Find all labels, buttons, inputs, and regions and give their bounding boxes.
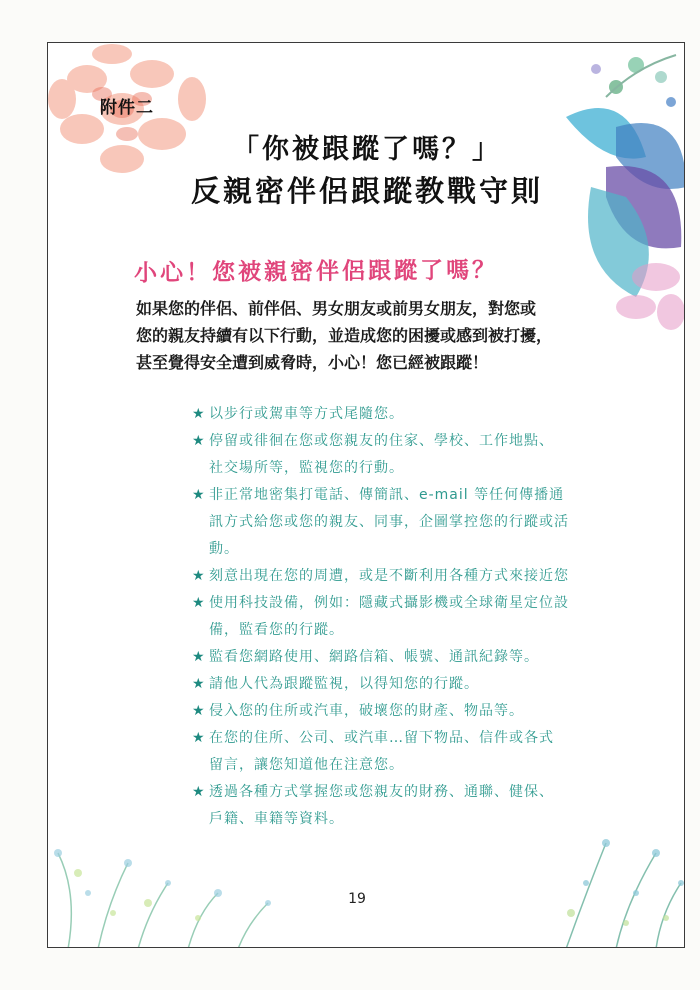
star-icon: ★ bbox=[192, 406, 206, 422]
list-item-text: 戶籍、車籍等資料。 bbox=[209, 811, 344, 827]
page-title-line-1: 「你被跟蹤了嗎？」 bbox=[232, 134, 502, 165]
list-item-text: 請他人代為跟蹤監視，以得知您的行蹤。 bbox=[209, 676, 479, 692]
intro-line: 您的親友持續有以下行動，並造成您的困擾或感到被打擾， bbox=[136, 326, 553, 345]
list-item-text: 備，監看您的行蹤。 bbox=[209, 622, 344, 638]
page-number: 19 bbox=[348, 891, 366, 907]
list-item bbox=[192, 725, 592, 779]
list-item-text: 動。 bbox=[209, 541, 239, 557]
list-item bbox=[192, 563, 592, 590]
intro-paragraph bbox=[136, 295, 596, 376]
list-item-text: 侵入您的住所或汽車，破壞您的財產、物品等。 bbox=[209, 703, 524, 719]
intro-line: 甚至覺得安全遭到威脅時，小心！您已經被跟蹤！ bbox=[136, 353, 489, 372]
warning-sign-list bbox=[192, 401, 592, 833]
list-item bbox=[192, 698, 592, 725]
section-heading: 小心！您被親密伴侶跟蹤了嗎？ bbox=[133, 257, 499, 287]
star-icon: ★ bbox=[192, 649, 206, 665]
list-item-text: 以步行或駕車等方式尾隨您。 bbox=[209, 406, 404, 422]
star-icon: ★ bbox=[192, 784, 206, 800]
star-icon: ★ bbox=[192, 433, 206, 449]
list-item-text: 停留或徘徊在您或您親友的住家、學校、工作地點、 bbox=[209, 433, 554, 449]
list-item-text: 監看您網路使用、網路信箱、帳號、通訊紀錄等。 bbox=[209, 649, 539, 665]
star-icon: ★ bbox=[192, 568, 206, 584]
list-item-text: 使用科技設備，例如：隱藏式攝影機或全球衛星定位設 bbox=[209, 595, 569, 611]
list-item bbox=[192, 644, 592, 671]
page-title-line-2: 反親密伴侶跟蹤教戰守則 bbox=[190, 174, 543, 208]
attachment-label: 附件二 bbox=[100, 98, 154, 118]
list-item-text: 留言，讓您知道他在注意您。 bbox=[209, 757, 404, 773]
star-icon: ★ bbox=[192, 703, 206, 719]
list-item-text: 刻意出現在您的周遭，或是不斷利用各種方式來接近您 bbox=[209, 568, 569, 584]
star-icon: ★ bbox=[192, 487, 206, 503]
foliage-illustration-bottom-right bbox=[546, 823, 685, 948]
intro-line: 如果您的伴侶、前伴侶、男女朋友或前男女朋友，對您或 bbox=[136, 299, 537, 318]
star-icon: ★ bbox=[192, 676, 206, 692]
list-item bbox=[192, 779, 592, 833]
list-item-text: 訊方式給您或您的親友、同事，企圖掌控您的行蹤或活 bbox=[209, 514, 569, 530]
document-page bbox=[47, 42, 685, 948]
list-item-text: 非正常地密集打電話、傳簡訊、e-mail 等任何傳播通 bbox=[209, 487, 565, 503]
list-item-text: 透過各種方式掌握您或您親友的財務、通聯、健保、 bbox=[209, 784, 554, 800]
list-item bbox=[192, 482, 592, 563]
list-item bbox=[192, 428, 592, 482]
list-item bbox=[192, 671, 592, 698]
list-item-text: 在您的住所、公司、或汽車…留下物品、信件或各式 bbox=[209, 730, 554, 746]
list-item bbox=[192, 401, 592, 428]
list-item-text: 社交場所等，監視您的行動。 bbox=[209, 460, 404, 476]
star-icon: ★ bbox=[192, 595, 206, 611]
list-item bbox=[192, 590, 592, 644]
star-icon: ★ bbox=[192, 730, 206, 746]
